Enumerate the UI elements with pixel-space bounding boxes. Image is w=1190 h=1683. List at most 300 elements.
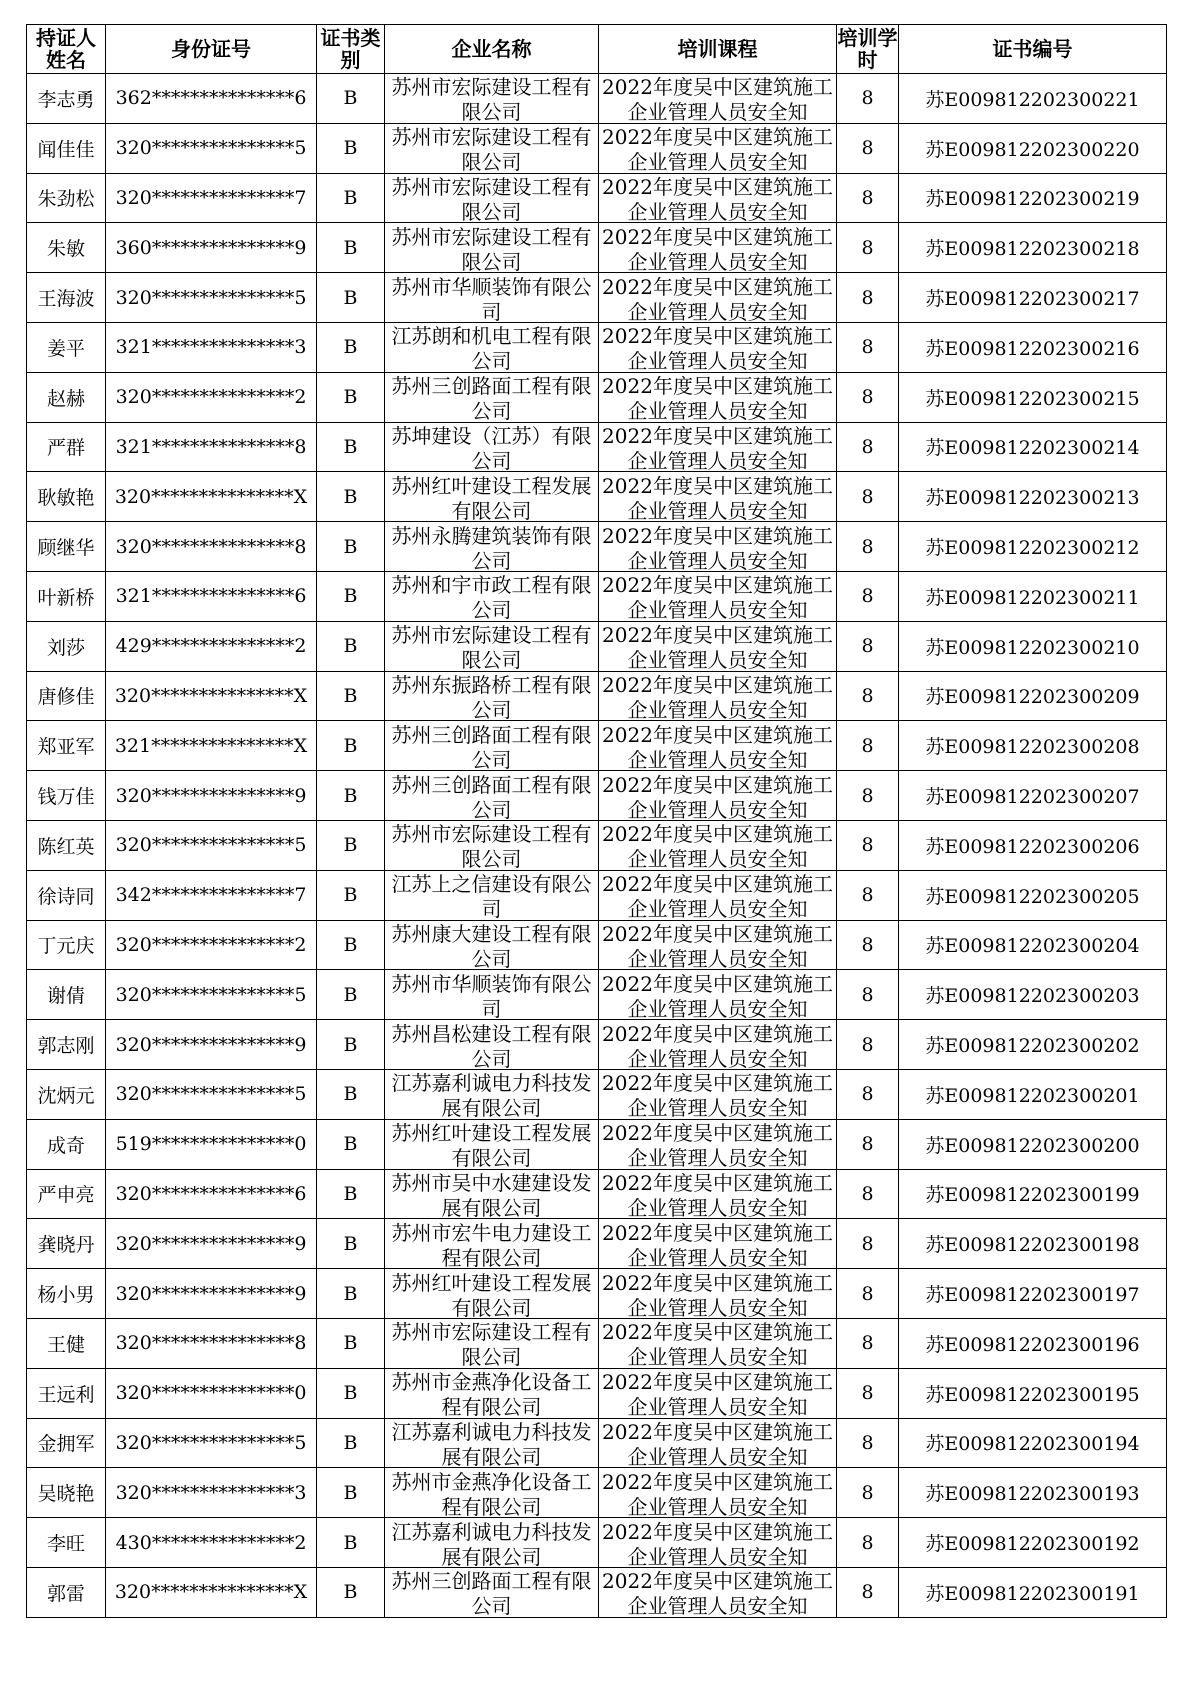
training-course: 2022年度吴中区建筑施工企业管理人员安全知 (602, 1370, 833, 1417)
table-row (27, 1567, 1167, 1617)
holder-name: 杨小男 (27, 1269, 106, 1319)
course-cell (599, 223, 837, 273)
table-row (27, 1318, 1167, 1368)
certificate-type: B (317, 1269, 385, 1319)
holder-name: 金拥军 (27, 1418, 106, 1468)
certificate-number: 苏E009812202300194 (899, 1418, 1167, 1468)
certificate-type: B (317, 870, 385, 920)
training-course: 2022年度吴中区建筑施工企业管理人员安全知 (602, 772, 833, 819)
company-cell (385, 721, 599, 771)
training-hours: 8 (837, 173, 899, 223)
training-hours: 8 (837, 1169, 899, 1219)
id-number: 320***************5 (106, 273, 317, 323)
course-cell (599, 571, 837, 621)
certificate-type: B (317, 1069, 385, 1119)
holder-name: 陈红英 (27, 820, 106, 870)
certificate-number: 苏E009812202300206 (899, 820, 1167, 870)
company-name: 苏州三创路面工程有限公司 (391, 772, 592, 819)
training-hours: 8 (837, 273, 899, 323)
table-row (27, 1219, 1167, 1269)
certificate-number: 苏E009812202300205 (899, 870, 1167, 920)
holder-name: 闻佳佳 (27, 123, 106, 173)
company-name: 苏坤建设（江苏）有限公司 (391, 423, 592, 470)
training-hours: 8 (837, 1219, 899, 1269)
company-cell (385, 1518, 599, 1568)
course-cell (599, 671, 837, 721)
certificate-number: 苏E009812202300211 (899, 571, 1167, 621)
id-number: 360***************9 (106, 223, 317, 273)
holder-name: 李旺 (27, 1518, 106, 1568)
certificate-type: B (317, 1219, 385, 1269)
company-cell (385, 422, 599, 472)
holder-name: 刘莎 (27, 621, 106, 671)
company-cell (385, 123, 599, 173)
company-name: 苏州市金燕净化设备工程有限公司 (391, 1469, 592, 1516)
table-row (27, 970, 1167, 1020)
training-course: 2022年度吴中区建筑施工企业管理人员安全知 (602, 1569, 833, 1616)
course-cell (599, 1567, 837, 1617)
training-course: 2022年度吴中区建筑施工企业管理人员安全知 (602, 523, 833, 570)
certificate-type: B (317, 372, 385, 422)
holder-name: 郭雷 (27, 1567, 106, 1617)
table-row (27, 1020, 1167, 1070)
holder-name: 徐诗同 (27, 870, 106, 920)
company-name: 苏州康大建设工程有限公司 (391, 921, 592, 968)
company-name: 苏州市宏际建设工程有限公司 (391, 174, 592, 221)
company-name: 苏州市宏际建设工程有限公司 (391, 75, 592, 122)
certificate-number: 苏E009812202300219 (899, 173, 1167, 223)
certificate-number: 苏E009812202300195 (899, 1368, 1167, 1418)
id-number: 430***************2 (106, 1518, 317, 1568)
training-hours: 8 (837, 123, 899, 173)
holder-name: 严群 (27, 422, 106, 472)
training-hours: 8 (837, 1119, 899, 1169)
holder-name: 唐修佳 (27, 671, 106, 721)
company-cell (385, 621, 599, 671)
id-number: 320***************5 (106, 970, 317, 1020)
holder-name: 赵赫 (27, 372, 106, 422)
company-name: 苏州市华顺装饰有限公司 (391, 971, 592, 1018)
id-number: 321***************6 (106, 571, 317, 621)
training-course: 2022年度吴中区建筑施工企业管理人员安全知 (602, 423, 833, 470)
company-cell (385, 472, 599, 522)
id-number: 320***************3 (106, 1468, 317, 1518)
course-cell (599, 771, 837, 821)
table-row (27, 1418, 1167, 1468)
company-cell (385, 820, 599, 870)
id-number: 320***************6 (106, 1169, 317, 1219)
table-row (27, 1169, 1167, 1219)
course-cell (599, 372, 837, 422)
course-cell (599, 721, 837, 771)
certificate-type: B (317, 522, 385, 572)
id-number: 320***************9 (106, 1269, 317, 1319)
training-hours: 8 (837, 970, 899, 1020)
header-cert: 证书编号 (899, 25, 1167, 74)
table-header-row (27, 25, 1167, 74)
company-name: 苏州和宇市政工程有限公司 (391, 573, 592, 620)
company-cell (385, 74, 599, 124)
training-course: 2022年度吴中区建筑施工企业管理人员安全知 (602, 1469, 833, 1516)
training-course: 2022年度吴中区建筑施工企业管理人员安全知 (602, 473, 833, 520)
table-row (27, 173, 1167, 223)
company-name: 苏州红叶建设工程发展有限公司 (391, 1270, 592, 1317)
company-name: 苏州三创路面工程有限公司 (391, 722, 592, 769)
holder-name: 郑亚军 (27, 721, 106, 771)
id-number: 321***************8 (106, 422, 317, 472)
table-row (27, 372, 1167, 422)
id-number: 320***************5 (106, 1069, 317, 1119)
training-course: 2022年度吴中区建筑施工企业管理人员安全知 (602, 75, 833, 122)
training-hours: 8 (837, 571, 899, 621)
certificate-type: B (317, 1518, 385, 1568)
id-number: 321***************3 (106, 322, 317, 372)
holder-name: 姜平 (27, 322, 106, 372)
id-number: 320***************2 (106, 920, 317, 970)
certificate-number: 苏E009812202300210 (899, 621, 1167, 671)
id-number: 320***************9 (106, 1219, 317, 1269)
id-number: 320***************8 (106, 522, 317, 572)
table-row (27, 1468, 1167, 1518)
certificate-number: 苏E009812202300191 (899, 1567, 1167, 1617)
id-number: 320***************0 (106, 1368, 317, 1418)
training-hours: 8 (837, 1468, 899, 1518)
table-row (27, 273, 1167, 323)
course-cell (599, 1020, 837, 1070)
company-name: 苏州市宏牛电力建设工程有限公司 (391, 1220, 592, 1267)
training-course: 2022年度吴中区建筑施工企业管理人员安全知 (602, 573, 833, 620)
training-course: 2022年度吴中区建筑施工企业管理人员安全知 (602, 921, 833, 968)
company-cell (385, 322, 599, 372)
company-name: 苏州昌松建设工程有限公司 (391, 1021, 592, 1068)
id-number: 320***************9 (106, 771, 317, 821)
certificate-number: 苏E009812202300196 (899, 1318, 1167, 1368)
training-hours: 8 (837, 820, 899, 870)
training-course: 2022年度吴中区建筑施工企业管理人员安全知 (602, 1419, 833, 1466)
certificate-type: B (317, 74, 385, 124)
training-hours: 8 (837, 721, 899, 771)
certificate-type: B (317, 422, 385, 472)
course-cell (599, 920, 837, 970)
course-cell (599, 970, 837, 1020)
id-number: 320***************7 (106, 173, 317, 223)
holder-name: 谢倩 (27, 970, 106, 1020)
holder-name: 王健 (27, 1318, 106, 1368)
company-cell (385, 571, 599, 621)
company-name: 苏州市宏际建设工程有限公司 (391, 125, 592, 172)
company-cell (385, 1219, 599, 1269)
training-course: 2022年度吴中区建筑施工企业管理人员安全知 (602, 1220, 833, 1267)
holder-name: 丁元庆 (27, 920, 106, 970)
company-cell (385, 1069, 599, 1119)
certificate-number: 苏E009812202300216 (899, 322, 1167, 372)
certificate-type: B (317, 1567, 385, 1617)
course-cell (599, 1169, 837, 1219)
certificate-type: B (317, 1169, 385, 1219)
training-hours: 8 (837, 621, 899, 671)
certificate-number: 苏E009812202300220 (899, 123, 1167, 173)
table-row (27, 1518, 1167, 1568)
table-row (27, 771, 1167, 821)
certificate-type: B (317, 173, 385, 223)
certificate-type: B (317, 820, 385, 870)
training-course: 2022年度吴中区建筑施工企业管理人员安全知 (602, 623, 833, 670)
training-hours: 8 (837, 322, 899, 372)
header-holder: 持证人姓名 (27, 25, 106, 74)
training-hours: 8 (837, 522, 899, 572)
company-name: 苏州东振路桥工程有限公司 (391, 672, 592, 719)
training-course: 2022年度吴中区建筑施工企业管理人员安全知 (602, 274, 833, 321)
training-course: 2022年度吴中区建筑施工企业管理人员安全知 (602, 672, 833, 719)
table-row (27, 571, 1167, 621)
company-cell (385, 920, 599, 970)
company-name: 苏州市华顺装饰有限公司 (391, 274, 592, 321)
certificate-number: 苏E009812202300207 (899, 771, 1167, 821)
certificate-number: 苏E009812202300199 (899, 1169, 1167, 1219)
holder-name: 叶新桥 (27, 571, 106, 621)
company-name: 江苏嘉利诚电力科技发展有限公司 (391, 1519, 592, 1566)
header-company: 企业名称 (385, 25, 599, 74)
certificate-number: 苏E009812202300209 (899, 671, 1167, 721)
table-row (27, 123, 1167, 173)
company-cell (385, 1468, 599, 1518)
training-course: 2022年度吴中区建筑施工企业管理人员安全知 (602, 1519, 833, 1566)
certificate-type: B (317, 671, 385, 721)
table-row (27, 1069, 1167, 1119)
company-cell (385, 223, 599, 273)
course-cell (599, 422, 837, 472)
certificate-type: B (317, 1368, 385, 1418)
holder-name: 李志勇 (27, 74, 106, 124)
company-cell (385, 1020, 599, 1070)
certificate-number: 苏E009812202300214 (899, 422, 1167, 472)
course-cell (599, 820, 837, 870)
id-number: 320***************X (106, 1567, 317, 1617)
company-name: 苏州市宏际建设工程有限公司 (391, 1320, 592, 1367)
certificate-number: 苏E009812202300201 (899, 1069, 1167, 1119)
certificate-type: B (317, 1119, 385, 1169)
table-row (27, 422, 1167, 472)
certificate-type: B (317, 472, 385, 522)
course-cell (599, 1119, 837, 1169)
holder-name: 龚晓丹 (27, 1219, 106, 1269)
table-row (27, 522, 1167, 572)
certificate-number: 苏E009812202300221 (899, 74, 1167, 124)
training-course: 2022年度吴中区建筑施工企业管理人员安全知 (602, 324, 833, 371)
company-name: 苏州市宏际建设工程有限公司 (391, 623, 592, 670)
id-number: 320***************9 (106, 1020, 317, 1070)
company-cell (385, 372, 599, 422)
company-name: 苏州市宏际建设工程有限公司 (391, 822, 592, 869)
id-number: 519***************0 (106, 1119, 317, 1169)
certificate-type: B (317, 322, 385, 372)
certificate-number: 苏E009812202300192 (899, 1518, 1167, 1568)
company-name: 苏州红叶建设工程发展有限公司 (391, 473, 592, 520)
certificate-type: B (317, 920, 385, 970)
table-row (27, 920, 1167, 970)
certificate-number: 苏E009812202300212 (899, 522, 1167, 572)
training-course: 2022年度吴中区建筑施工企业管理人员安全知 (602, 374, 833, 421)
training-course: 2022年度吴中区建筑施工企业管理人员安全知 (602, 1021, 833, 1068)
holder-name: 郭志刚 (27, 1020, 106, 1070)
certificate-number: 苏E009812202300204 (899, 920, 1167, 970)
training-hours: 8 (837, 1567, 899, 1617)
id-number: 342***************7 (106, 870, 317, 920)
company-cell (385, 771, 599, 821)
company-cell (385, 1269, 599, 1319)
company-cell (385, 522, 599, 572)
company-name: 苏州市金燕净化设备工程有限公司 (391, 1370, 592, 1417)
company-cell (385, 273, 599, 323)
course-cell (599, 1269, 837, 1319)
certificate-number: 苏E009812202300200 (899, 1119, 1167, 1169)
company-cell (385, 1418, 599, 1468)
company-name: 江苏上之信建设有限公司 (391, 872, 592, 919)
training-course: 2022年度吴中区建筑施工企业管理人员安全知 (602, 1320, 833, 1367)
certificate-type: B (317, 1020, 385, 1070)
certificate-number: 苏E009812202300217 (899, 273, 1167, 323)
certificate-type: B (317, 721, 385, 771)
table-row (27, 1119, 1167, 1169)
certificate-type: B (317, 621, 385, 671)
certificate-type: B (317, 571, 385, 621)
table-row (27, 870, 1167, 920)
company-name: 江苏嘉利诚电力科技发展有限公司 (391, 1071, 592, 1118)
company-name: 苏州市宏际建设工程有限公司 (391, 224, 592, 271)
certificate-type: B (317, 1418, 385, 1468)
company-cell (385, 1119, 599, 1169)
certificate-table (26, 24, 1167, 1618)
id-number: 320***************5 (106, 820, 317, 870)
training-hours: 8 (837, 1069, 899, 1119)
company-cell (385, 1318, 599, 1368)
certificate-number: 苏E009812202300218 (899, 223, 1167, 273)
course-cell (599, 1368, 837, 1418)
table-row (27, 1269, 1167, 1319)
id-number: 429***************2 (106, 621, 317, 671)
holder-name: 成奇 (27, 1119, 106, 1169)
training-course: 2022年度吴中区建筑施工企业管理人员安全知 (602, 872, 833, 919)
course-cell (599, 173, 837, 223)
company-name: 苏州市吴中水建建设发展有限公司 (391, 1170, 592, 1217)
training-hours: 8 (837, 870, 899, 920)
id-number: 320***************5 (106, 123, 317, 173)
holder-name: 钱万佳 (27, 771, 106, 821)
course-cell (599, 621, 837, 671)
certificate-type: B (317, 273, 385, 323)
company-name: 苏州三创路面工程有限公司 (391, 1569, 592, 1616)
certificate-number: 苏E009812202300197 (899, 1269, 1167, 1319)
header-hours: 培训学时 (837, 26, 898, 72)
training-course: 2022年度吴中区建筑施工企业管理人员安全知 (602, 822, 833, 869)
training-course: 2022年度吴中区建筑施工企业管理人员安全知 (602, 174, 833, 221)
table-row (27, 74, 1167, 124)
company-cell (385, 870, 599, 920)
training-course: 2022年度吴中区建筑施工企业管理人员安全知 (602, 224, 833, 271)
holder-name: 朱敏 (27, 223, 106, 273)
course-cell (599, 1518, 837, 1568)
course-cell (599, 123, 837, 173)
certificate-number: 苏E009812202300208 (899, 721, 1167, 771)
training-course: 2022年度吴中区建筑施工企业管理人员安全知 (602, 1121, 833, 1168)
company-cell (385, 671, 599, 721)
company-cell (385, 1368, 599, 1418)
header-course: 培训课程 (599, 25, 837, 74)
certificate-type: B (317, 123, 385, 173)
training-hours: 8 (837, 422, 899, 472)
header-type: 证书类别 (317, 25, 385, 74)
table-row (27, 322, 1167, 372)
company-cell (385, 970, 599, 1020)
id-number: 321***************X (106, 721, 317, 771)
certificate-number: 苏E009812202300213 (899, 472, 1167, 522)
id-number: 320***************8 (106, 1318, 317, 1368)
holder-name: 顾继华 (27, 522, 106, 572)
training-hours: 8 (837, 1269, 899, 1319)
certificate-type: B (317, 771, 385, 821)
training-hours: 8 (837, 472, 899, 522)
table-row (27, 820, 1167, 870)
company-cell (385, 1567, 599, 1617)
certificate-type: B (317, 223, 385, 273)
company-name: 江苏嘉利诚电力科技发展有限公司 (391, 1419, 592, 1466)
id-number: 362***************6 (106, 74, 317, 124)
training-hours: 8 (837, 1518, 899, 1568)
training-course: 2022年度吴中区建筑施工企业管理人员安全知 (602, 722, 833, 769)
training-hours: 8 (837, 1020, 899, 1070)
certificate-type: B (317, 1318, 385, 1368)
holder-name: 王远利 (27, 1368, 106, 1418)
table-row (27, 721, 1167, 771)
certificate-number: 苏E009812202300202 (899, 1020, 1167, 1070)
course-cell (599, 1069, 837, 1119)
course-cell (599, 273, 837, 323)
id-number: 320***************X (106, 472, 317, 522)
table-row (27, 621, 1167, 671)
course-cell (599, 322, 837, 372)
training-hours: 8 (837, 920, 899, 970)
certificate-number: 苏E009812202300193 (899, 1468, 1167, 1518)
company-name: 江苏朗和机电工程有限公司 (391, 324, 592, 371)
certificate-number: 苏E009812202300203 (899, 970, 1167, 1020)
header-id: 身份证号 (106, 25, 317, 74)
course-cell (599, 1418, 837, 1468)
table-row (27, 671, 1167, 721)
certificate-type: B (317, 1468, 385, 1518)
table-row (27, 472, 1167, 522)
course-cell (599, 870, 837, 920)
table-row (27, 1368, 1167, 1418)
course-cell (599, 1219, 837, 1269)
training-course: 2022年度吴中区建筑施工企业管理人员安全知 (602, 1170, 833, 1217)
certificate-number: 苏E009812202300198 (899, 1219, 1167, 1269)
training-hours: 8 (837, 771, 899, 821)
training-course: 2022年度吴中区建筑施工企业管理人员安全知 (602, 1071, 833, 1118)
company-name: 苏州红叶建设工程发展有限公司 (391, 1121, 592, 1168)
holder-name: 严申亮 (27, 1169, 106, 1219)
certificate-type: B (317, 970, 385, 1020)
course-cell (599, 1318, 837, 1368)
training-hours: 8 (837, 1418, 899, 1468)
table-row (27, 223, 1167, 273)
holder-name: 耿敏艳 (27, 472, 106, 522)
training-course: 2022年度吴中区建筑施工企业管理人员安全知 (602, 971, 833, 1018)
course-cell (599, 1468, 837, 1518)
holder-name: 王海波 (27, 273, 106, 323)
training-course: 2022年度吴中区建筑施工企业管理人员安全知 (602, 125, 833, 172)
company-name: 苏州三创路面工程有限公司 (391, 374, 592, 421)
company-name: 苏州永腾建筑装饰有限公司 (391, 523, 592, 570)
